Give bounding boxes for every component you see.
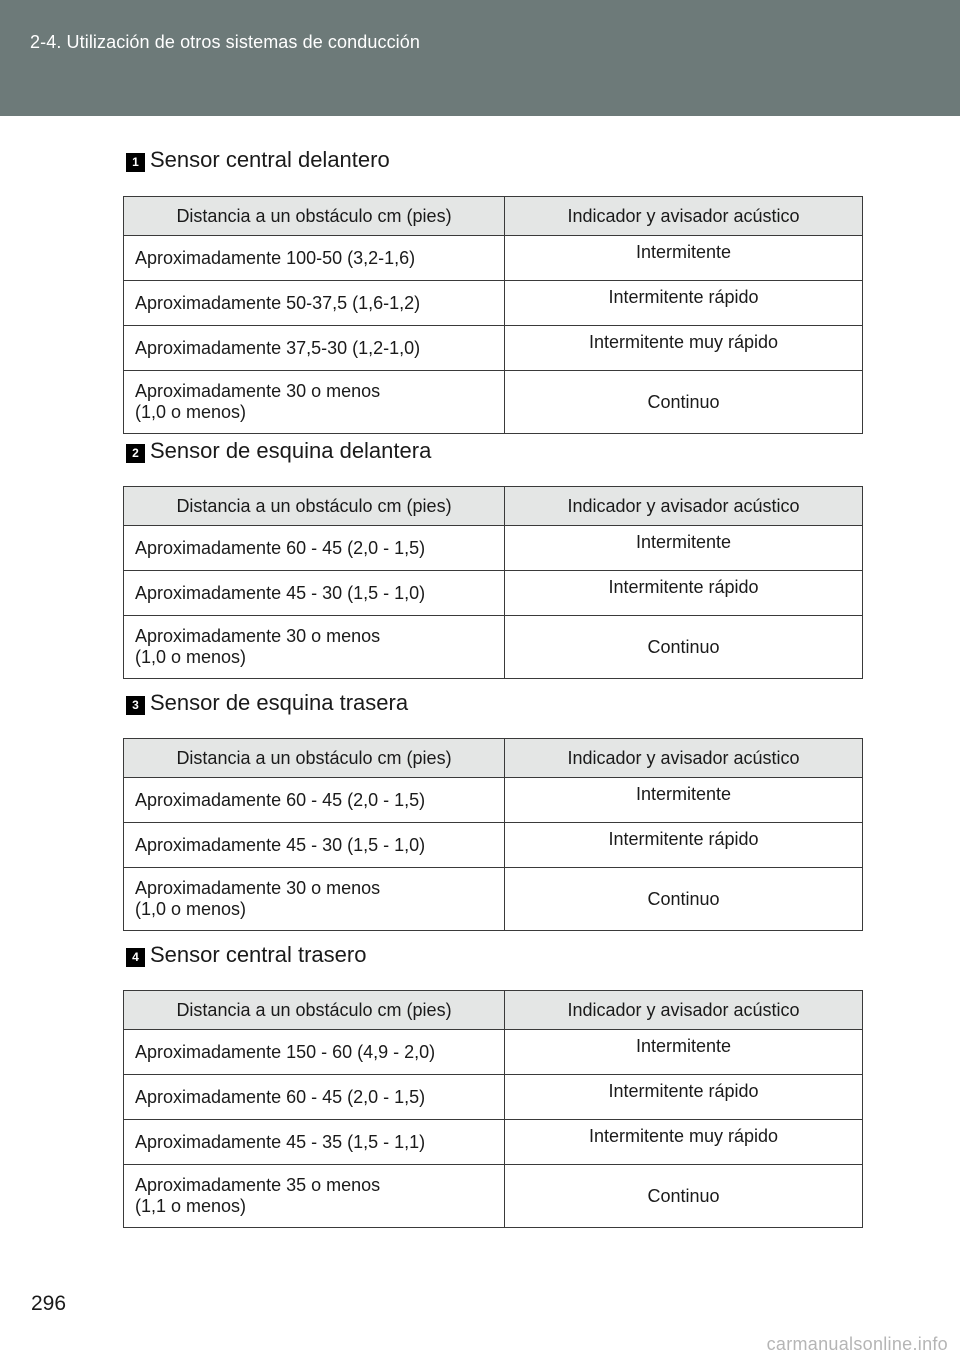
section-title: Sensor de esquina delantera [150,438,432,463]
section-number-badge: 4 [126,948,145,967]
header-indicator: Indicador y avisador acústico [505,991,863,1030]
distance-cell: Aproximadamente 50-37,5 (1,6-1,2) [124,281,505,326]
section-front-center [126,145,864,422]
page-number: 296 [31,1292,67,1315]
indicator-cell: Intermitente rápido [505,281,863,326]
distance-line: Aproximadamente 35 o menos [135,1175,381,1195]
distance-line: Aproximadamente 30 o menos [135,878,381,898]
section-front-corner [126,436,864,667]
distance-cell [124,616,505,679]
header-indicator: Indicador y avisador acústico [505,487,863,526]
distance-table [123,990,863,1228]
table-row [124,868,863,931]
section-title: Sensor de esquina trasera [150,690,409,715]
distance-cell: Aproximadamente 45 - 30 (1,5 - 1,0) [124,823,505,868]
distance-line-2: (1,0 o menos) [135,899,247,919]
header-indicator: Indicador y avisador acústico [505,197,863,236]
distance-cell: Aproximadamente 37,5-30 (1,2-1,0) [124,326,505,371]
table-row [124,371,863,434]
table-row [124,236,863,281]
distance-line-2: (1,0 o menos) [135,402,247,422]
table-row [124,1120,863,1165]
table-row [124,281,863,326]
section-rear-corner [126,688,864,919]
section-rear-center [126,940,864,1216]
distance-cell: Aproximadamente 100-50 (3,2-1,6) [124,236,505,281]
indicator-cell: Intermitente muy rápido [505,1120,863,1165]
table-header-row [124,739,863,778]
indicator-cell: Continuo [505,1165,863,1228]
indicator-cell: Intermitente [505,526,863,571]
section-title: Sensor central trasero [150,942,367,967]
indicator-cell: Intermitente [505,778,863,823]
header-distance: Distancia a un obstáculo cm (pies) [124,487,505,526]
section-number-badge: 2 [126,444,145,463]
table-row [124,571,863,616]
watermark: carmanualsonline.info [766,1334,948,1354]
header-distance: Distancia a un obstáculo cm (pies) [124,739,505,778]
table-row [124,1165,863,1228]
section-number-badge: 1 [126,153,145,172]
indicator-cell: Intermitente [505,1030,863,1075]
table-row [124,616,863,679]
header-indicator: Indicador y avisador acústico [505,739,863,778]
header-distance: Distancia a un obstáculo cm (pies) [124,991,505,1030]
distance-cell: Aproximadamente 45 - 30 (1,5 - 1,0) [124,571,505,616]
distance-table [123,486,863,679]
distance-line-2: (1,1 o menos) [135,1196,247,1216]
table-row [124,526,863,571]
indicator-cell: Intermitente rápido [505,571,863,616]
distance-cell: Aproximadamente 60 - 45 (2,0 - 1,5) [124,1075,505,1120]
indicator-cell: Intermitente rápido [505,1075,863,1120]
distance-cell [124,1165,505,1228]
table-row [124,1075,863,1120]
table-header-row [124,487,863,526]
page-header [0,0,960,116]
distance-cell [124,868,505,931]
distance-cell: Aproximadamente 60 - 45 (2,0 - 1,5) [124,526,505,571]
indicator-cell: Continuo [505,616,863,679]
distance-table [123,196,863,434]
distance-table [123,738,863,931]
header-distance: Distancia a un obstáculo cm (pies) [124,197,505,236]
chapter-title: 2-4. Utilización de otros sistemas de conducción [30,32,420,52]
table-row [124,326,863,371]
indicator-cell: Continuo [505,868,863,931]
table-header-row [124,991,863,1030]
table-header-row [124,197,863,236]
indicator-cell: Continuo [505,371,863,434]
distance-cell: Aproximadamente 45 - 35 (1,5 - 1,1) [124,1120,505,1165]
table-row [124,778,863,823]
table-row [124,1030,863,1075]
section-number-badge: 3 [126,696,145,715]
indicator-cell: Intermitente rápido [505,823,863,868]
table-row [124,823,863,868]
indicator-cell: Intermitente muy rápido [505,326,863,371]
indicator-cell: Intermitente [505,236,863,281]
distance-line: Aproximadamente 30 o menos [135,381,381,401]
distance-line-2: (1,0 o menos) [135,647,247,667]
section-title: Sensor central delantero [150,147,390,172]
distance-line: Aproximadamente 30 o menos [135,626,381,646]
distance-cell: Aproximadamente 60 - 45 (2,0 - 1,5) [124,778,505,823]
distance-cell [124,371,505,434]
distance-cell: Aproximadamente 150 - 60 (4,9 - 2,0) [124,1030,505,1075]
